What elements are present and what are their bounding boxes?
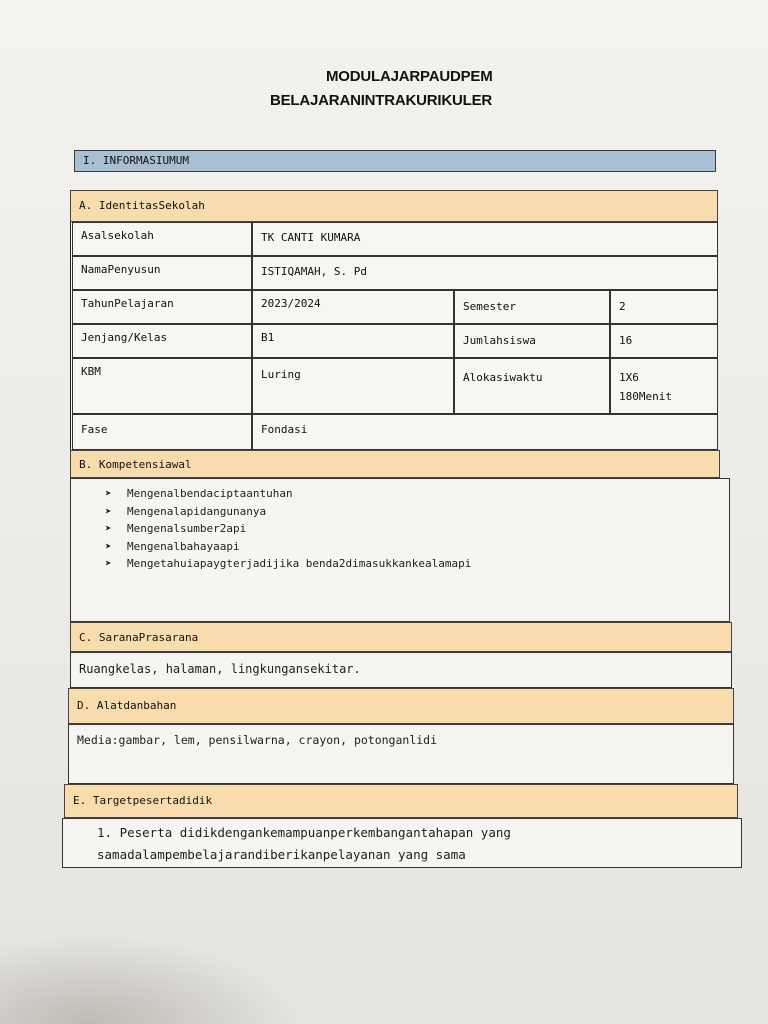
penyusun-value: ISTIQAMAH, S. Pd: [252, 256, 718, 290]
jumlah-label: Jumlahsiswa: [454, 324, 610, 358]
section-informasi-umum: I. INFORMASIUMUM: [74, 150, 716, 172]
jenjang-value: B1: [252, 324, 454, 358]
identitas-header: A. IdentitasSekolah: [70, 190, 718, 222]
asal-label: Asalsekolah: [72, 222, 252, 256]
list-item: ➤ Mengenalbendaciptaantuhan: [105, 485, 729, 503]
kbm-value: Luring: [252, 358, 454, 414]
target-item-line2: samadalampembelajarandiberikanpelayanan yang sama: [97, 847, 466, 862]
sarana-header: C. SaranaPrasarana: [70, 622, 732, 652]
list-item: ➤ Mengenalapidangunanya: [105, 503, 729, 521]
fase-label: Fase: [72, 414, 252, 450]
sarana-text: Ruangkelas, halaman, lingkungansekitar.: [79, 662, 361, 676]
asal-value: TK CANTI KUMARA: [252, 222, 718, 256]
kompetensi-header: B. Kompetensiawal: [70, 450, 720, 478]
tahun-value: 2023/2024: [252, 290, 454, 324]
alokasi-value: [610, 358, 718, 414]
document-title-line2: BELAJARANINTRAKURIKULER: [270, 92, 493, 109]
alat-text: Media:gambar, lem, pensilwarna, crayon, potonganlidi: [77, 733, 438, 747]
jumlah-value: 16: [610, 324, 718, 358]
alokasi-value-line2: 180Menit: [619, 390, 672, 403]
jenjang-label: Jenjang/Kelas: [72, 324, 252, 358]
alat-body: [68, 724, 734, 784]
arrow-bullet-icon: ➤: [105, 487, 112, 500]
target-item-line1: 1. Peserta didikdengankemampuanperkembangantahapan yang: [97, 825, 511, 840]
kompetensi-list: [71, 479, 729, 573]
tahun-label: TahunPelajaran: [72, 290, 252, 324]
arrow-bullet-icon: ➤: [105, 522, 112, 535]
list-item: ➤ Mengenalsumber2api: [105, 520, 729, 538]
arrow-bullet-icon: ➤: [105, 504, 112, 518]
kbm-label: KBM: [72, 358, 252, 414]
target-header: E. Targetpesertadidik: [64, 784, 738, 818]
list-item: ➤ Mengenalbahayaapi: [105, 538, 729, 556]
kompetensi-body: [70, 478, 730, 622]
sarana-body: [70, 652, 732, 688]
target-body: [62, 818, 742, 868]
fase-value: Fondasi: [252, 414, 718, 450]
list-item: ➤ Mengetahuiapaygterjadijika benda2dimasukkankealamapi: [105, 555, 729, 573]
alokasi-value-line1: 1X6: [619, 371, 639, 384]
penyusun-label: NamaPenyusun: [72, 256, 252, 290]
alat-header: D. Alatdanbahan: [68, 688, 734, 724]
semester-value: 2: [610, 290, 718, 324]
arrow-bullet-icon: ➤: [105, 539, 112, 553]
document-title-line1: MODULAJARPAUDPEM: [326, 68, 493, 85]
photo-shadow: [0, 934, 300, 1024]
semester-label: Semester: [454, 290, 610, 324]
arrow-bullet-icon: ➤: [105, 557, 112, 570]
alokasi-label: Alokasiwaktu: [454, 358, 610, 414]
